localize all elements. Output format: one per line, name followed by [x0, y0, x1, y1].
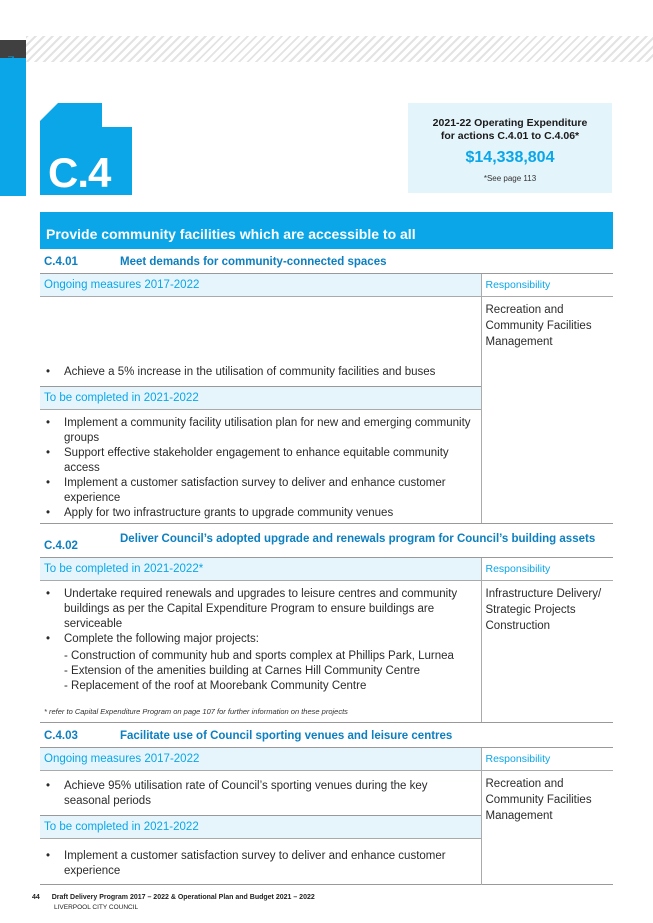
action-table — [40, 274, 613, 523]
list-item: • Implement a community facility utilisation plan for new and emerging community groups — [44, 416, 477, 446]
list-item: • Implement a customer satisfaction survey to deliver and enhance customer experience — [44, 849, 477, 879]
to-be-completed-label: To be completed in 2021-2022* — [40, 558, 481, 581]
action-table — [40, 748, 613, 885]
header-pattern — [26, 36, 653, 62]
list-item: • Achieve a 5% increase in the utilisation of community facilities and buses — [44, 365, 477, 380]
action-heading — [40, 523, 613, 558]
action-code: C.4.03 — [44, 730, 78, 742]
list-item: • Complete the following major projects: — [44, 632, 477, 647]
expenditure-title-line1: 2021-22 Operating Expenditure — [432, 117, 588, 129]
side-section-label: CREATING CONNECTION — [7, 55, 16, 158]
action-title: Meet demands for community-connected spaces — [120, 256, 387, 268]
council-name: LIVERPOOL CITY COUNCIL — [54, 904, 139, 911]
expenditure-note: *See page 113 — [483, 174, 537, 183]
major-projects-list — [40, 649, 481, 694]
responsibility-value: Infrastructure Delivery/ Strategic Projects Construction — [485, 588, 602, 632]
ongoing-measures-label: Ongoing measures 2017-2022 — [40, 274, 481, 297]
page-number: 44 — [32, 894, 40, 901]
responsibility-value: Recreation and Community Facilities Management — [485, 778, 592, 822]
page-footer — [32, 894, 315, 911]
action-code: C.4.01 — [44, 256, 78, 268]
tbc-list — [40, 839, 481, 884]
project-item: - Extension of the amenities building at Carnes Hill Community Centre — [64, 665, 421, 677]
to-be-completed-label: To be completed in 2021-2022 — [40, 387, 481, 410]
action-table — [40, 558, 613, 722]
document-title: Draft Delivery Program 2017 – 2022 & Operational Plan and Budget 2021 – 2022 — [51, 894, 315, 901]
tbc-list — [40, 581, 481, 649]
responsibility-value: Recreation and Community Facilities Management — [485, 304, 592, 348]
operating-expenditure-box — [408, 103, 612, 193]
responsibility-label: Responsibility — [482, 558, 614, 581]
list-item: • Achieve 95% utilisation rate of Council’s sporting venues during the key seasonal periods — [44, 779, 477, 809]
section-code: C.4 — [48, 149, 111, 196]
project-item: - Replacement of the roof at Moorebank Community Centre — [64, 680, 367, 692]
actions-content — [40, 212, 613, 885]
list-item: • Undertake required renewals and upgrades to leisure centres and community buildings as per the Capital Expenditure Program to ensure buildings are serviceable — [44, 587, 477, 632]
list-item: • Apply for two infrastructure grants to upgrade community venues — [44, 506, 477, 521]
tbc-list — [40, 410, 481, 523]
ongoing-list — [40, 355, 481, 387]
responsibility-label: Responsibility — [482, 274, 614, 297]
action-heading — [40, 249, 613, 274]
list-item: • Support effective stakeholder engagement to enhance equitable community access — [44, 446, 477, 476]
ongoing-measures-label: Ongoing measures 2017-2022 — [40, 748, 481, 771]
ongoing-list — [40, 771, 481, 816]
expenditure-amount: $14,338,804 — [465, 149, 555, 166]
section-logo — [40, 103, 132, 195]
action-title: Facilitate use of Council sporting venues and leisure centres — [120, 730, 453, 742]
expenditure-title-line2: for actions C.4.01 to C.4.06* — [440, 130, 580, 142]
responsibility-label: Responsibility — [482, 748, 614, 771]
project-item: - Construction of community hub and sports complex at Phillips Park, Lurnea — [64, 650, 454, 662]
list-item: • Implement a customer satisfaction survey to deliver and enhance customer experience — [44, 476, 477, 506]
objective-banner: Provide community facilities which are accessible to all — [40, 212, 613, 249]
to-be-completed-label: To be completed in 2021-2022 — [40, 816, 481, 839]
capex-footnote: * refer to Capital Expenditure Program on page 107 for further information on these projects — [44, 707, 348, 716]
action-title: Deliver Council’s adopted upgrade and renewals program for Council’s building assets — [120, 533, 596, 545]
action-heading — [40, 722, 613, 748]
action-code: C.4.02 — [44, 540, 78, 552]
